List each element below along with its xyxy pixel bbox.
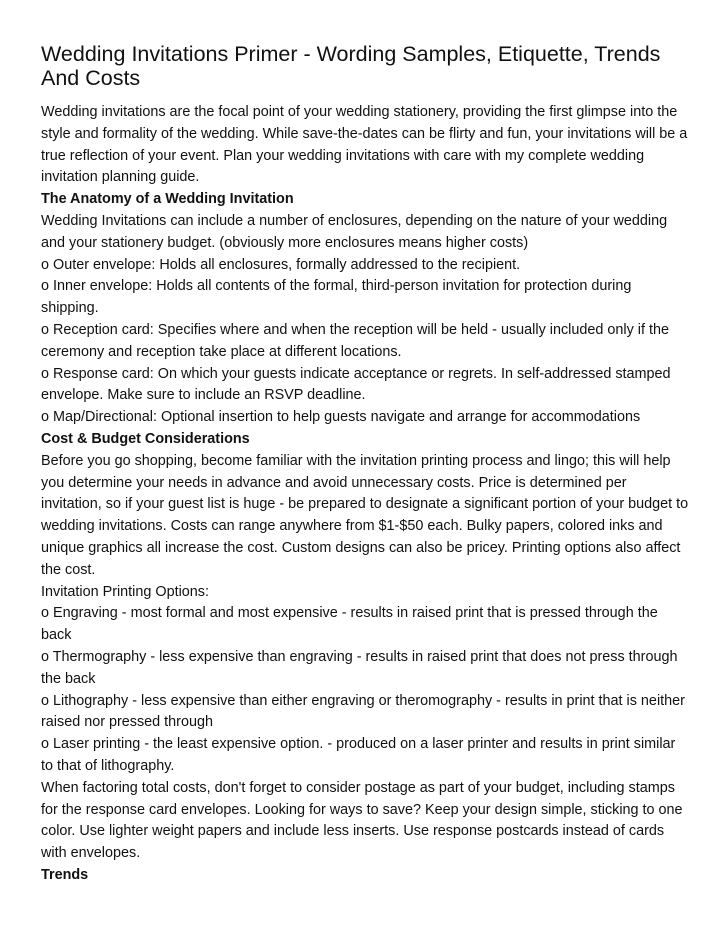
list-item-laser-printing: o Laser printing - the least expensive option. - produced on a laser printer and results in print similar to that of lithography. — [41, 736, 676, 774]
section-heading-trends: Trends — [41, 866, 89, 883]
anatomy-paragraph: Wedding Invitations can include a number of enclosures, depending on the nature of your wedding and your stationery budget. (obviously more enclosures means higher costs) — [41, 212, 668, 251]
postage-paragraph: When factoring total costs, don't forget to consider postage as part of your budget, including stamps for the response card envelopes. Looking for ways to save? Keep your design simple, sticking to one color. Use lighter weight papers and include less inserts. Use response postcards instead of cards with envelopes. — [41, 779, 683, 862]
list-item-engraving: o Engraving - most formal and most expensive - results in raised print that is pressed through the back — [41, 605, 658, 644]
list-item-map-directional: o Map/Directional: Optional insertion to help guests navigate and arrange for accommodations — [41, 409, 641, 426]
cost-paragraph: Before you go shopping, become familiar with the invitation printing process and lingo; this will help you determine your needs in advance and avoid unnecessary costs. Price is determined per invitation, so if your guest list is huge - be prepared to designate a significant portion of your budget to wedding invitations. Costs can range anywhere from $1-$50 each. Bulky papers, colored inks and unique graphics all increase the cost. Custom designs can also be pricey. Printing options also affect the cost. — [41, 452, 689, 578]
section-heading-cost: Cost & Budget Considerations — [41, 430, 250, 447]
document-page — [41, 42, 689, 887]
document-title: Wedding Invitations Primer - Wording Samples, Etiquette, Trends And Costs — [41, 42, 661, 90]
list-item-reception-card: o Reception card: Specifies where and when the reception will be held - usually included only if the ceremony and reception take place at different locations. — [41, 321, 669, 360]
list-item-thermography: o Thermography - less expensive than engraving - results in raised print that does not press through the back — [41, 648, 678, 687]
list-item-lithography: o Lithography - less expensive than either engraving or theromography - results in print that is neither raised nor pressed through — [41, 692, 685, 731]
document-body — [41, 102, 689, 887]
intro-paragraph: Wedding invitations are the focal point of your wedding stationery, providing the first glimpse into the style and formality of the wedding. While save-the-dates can be flirty and fun, your invitations will be a true reflection of your event. Plan your wedding invitations with care with my complete wedding invitation planning guide. — [41, 104, 688, 186]
section-heading-anatomy: The Anatomy of a Wedding Invitation — [41, 191, 294, 208]
list-item-inner-envelope: o Inner envelope: Holds all contents of the formal, third-person invitation for protection during shipping. — [41, 278, 632, 317]
printing-options-label: Invitation Printing Options: — [41, 583, 209, 600]
list-item-outer-envelope: o Outer envelope: Holds all enclosures, formally addressed to the recipient. — [41, 256, 521, 273]
list-item-response-card: o Response card: On which your guests indicate acceptance or regrets. In self-addressed stamped envelope. Make sure to include an RSVP deadline. — [41, 365, 671, 404]
